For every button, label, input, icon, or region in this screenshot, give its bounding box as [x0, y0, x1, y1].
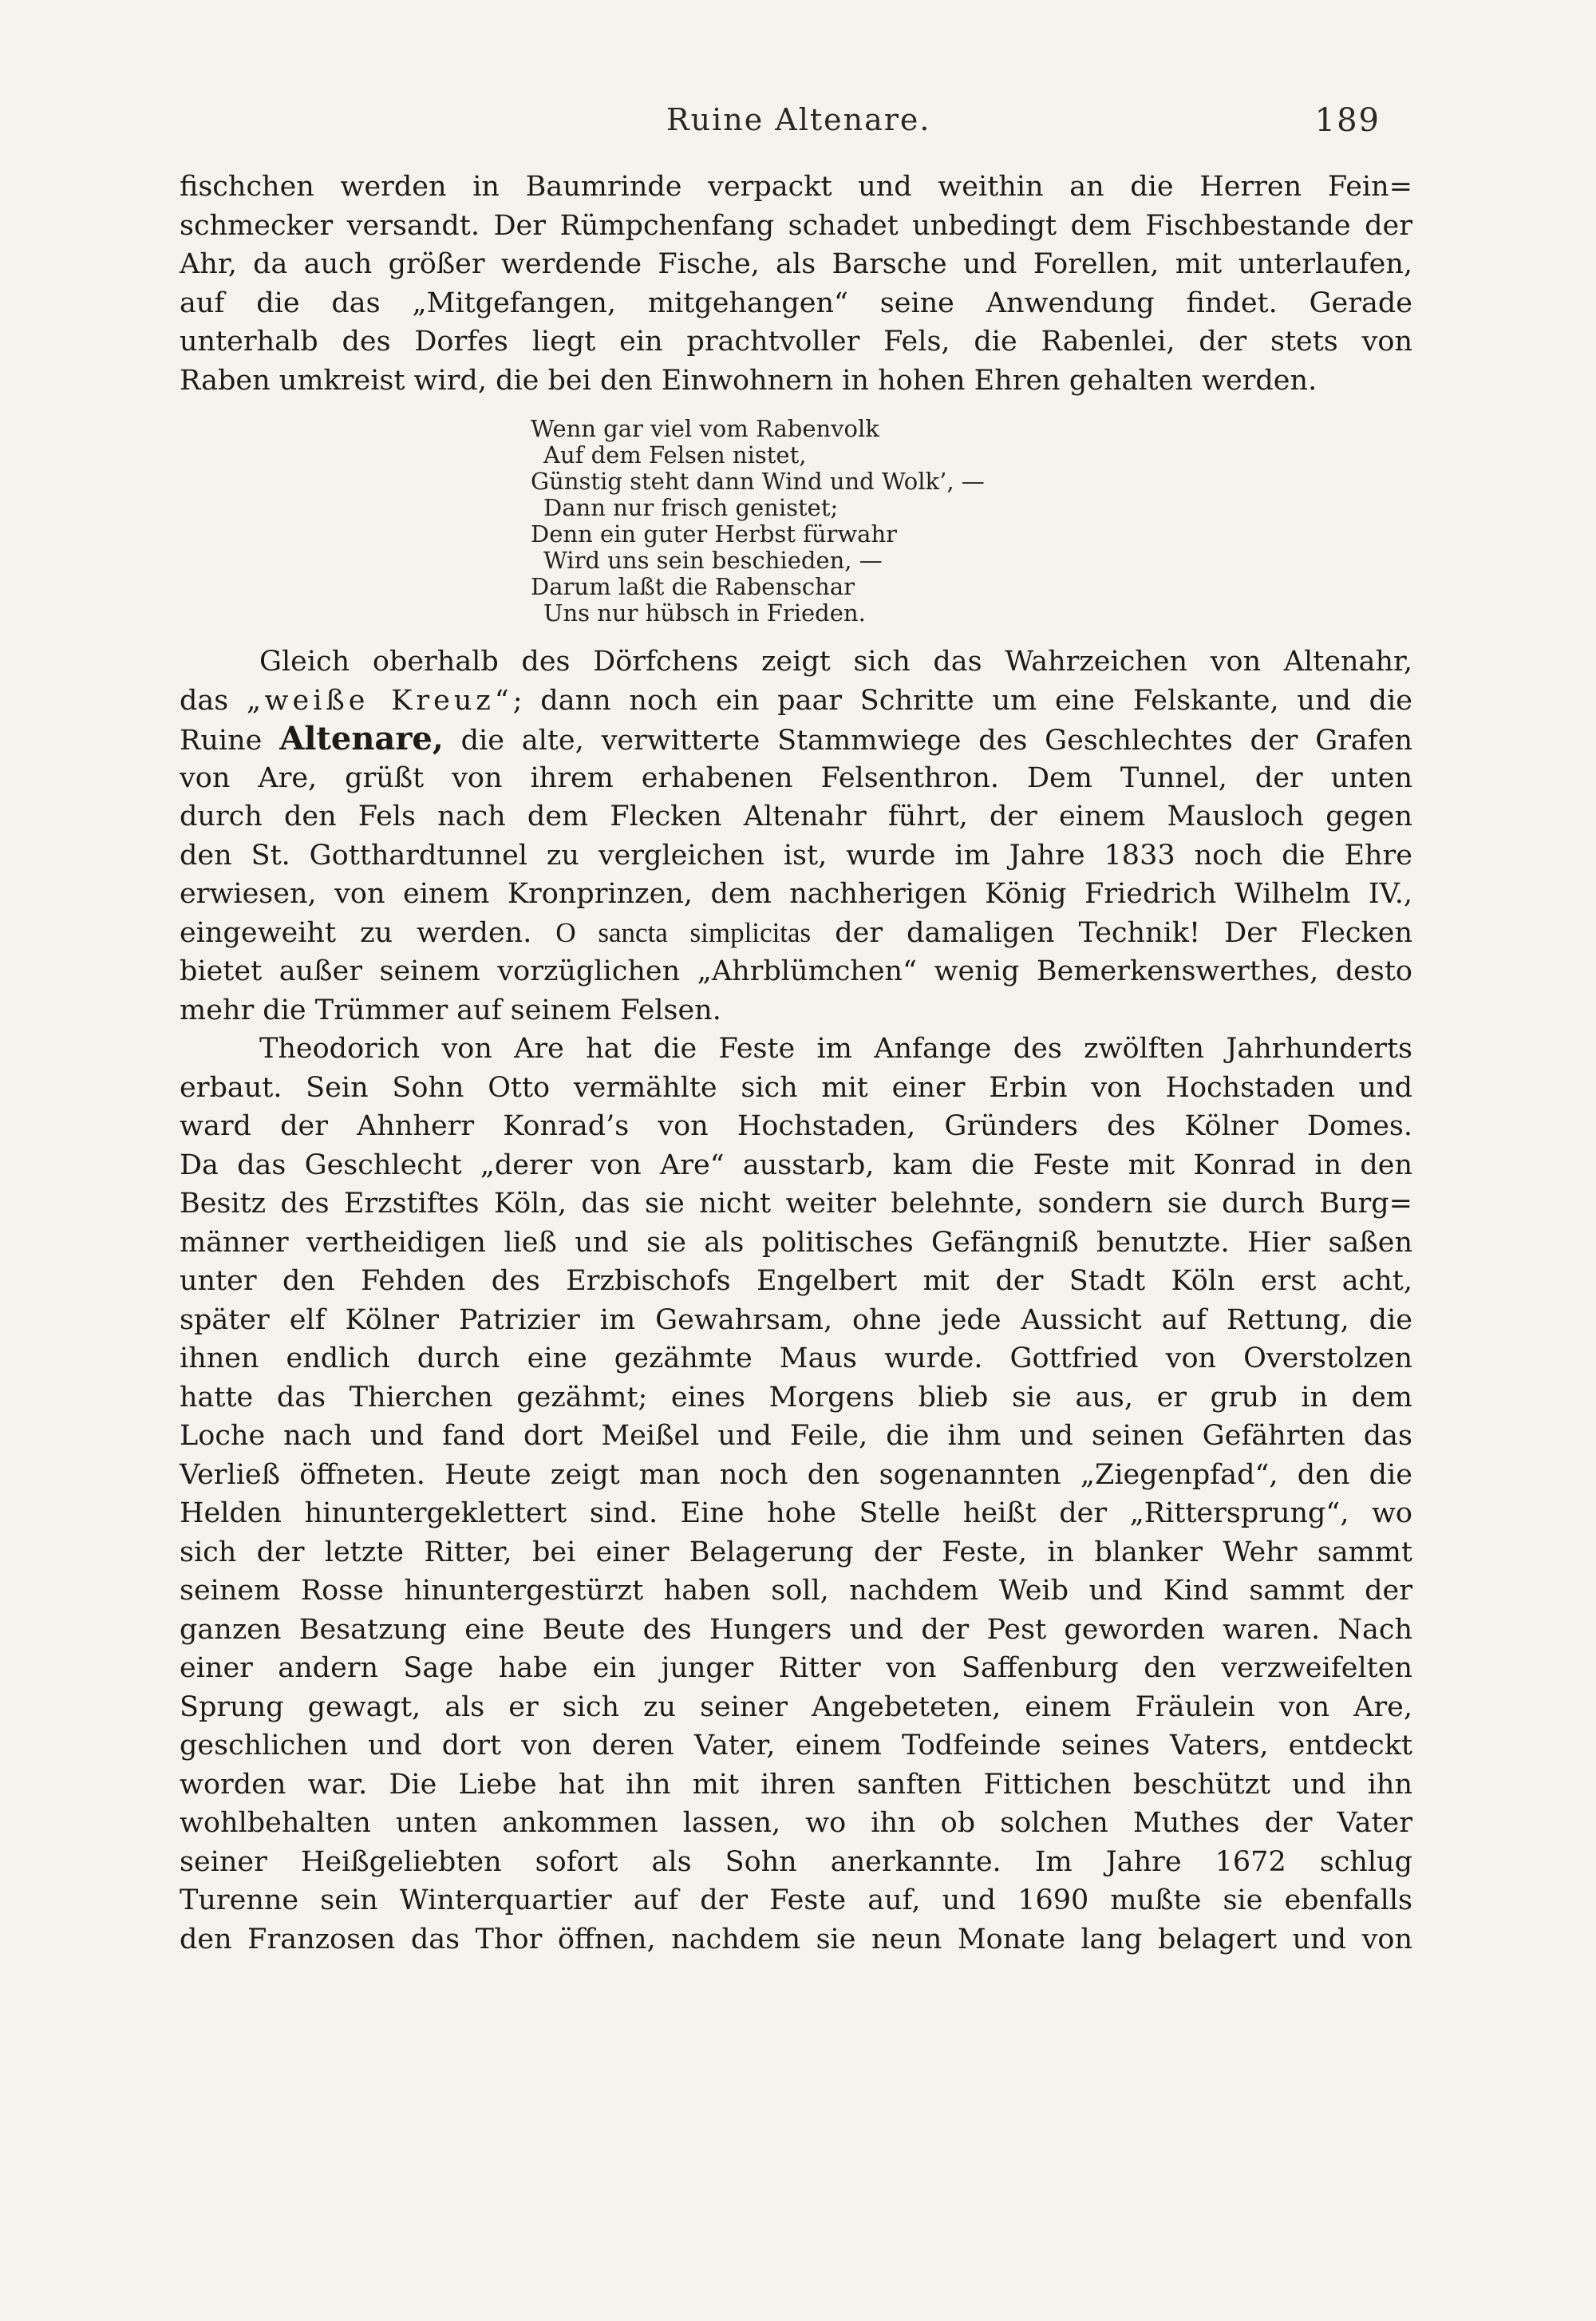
text-line: seinem Rosse hinuntergestürzt haben soll, nachdem Weib und Kind sammt der [180, 1575, 1412, 1607]
body-text [180, 168, 1412, 1959]
text-line: ihnen endlich durch eine gezähmte Maus wurde. Gottfried von Overstolzen [180, 1342, 1412, 1374]
text-line: ward der Ahnherr Konrad’s von Hochstaden, Gründers des Kölner Domes. [180, 1110, 1412, 1142]
bold-text: Altenare, [279, 720, 444, 757]
verse-line: Denn ein guter Herbst fürwahr [531, 520, 898, 548]
text-line: fischchen werden in Baumrinde verpackt und weithin an die Herren Fein= [180, 171, 1412, 203]
latin-text: O sancta simplicitas [555, 916, 812, 948]
text-line: mehr die Trümmer auf seinem Felsen. [180, 994, 721, 1026]
text-fragment: das [180, 684, 247, 717]
text-line [180, 682, 1412, 721]
text-line: von Are, grüßt von ihrem erhabenen Felsenthron. Dem Tunnel, der unten [180, 761, 1412, 794]
text-line: Theodorich von Are hat die Feste im Anfange des zwölften Jahrhunderts [259, 1033, 1412, 1065]
text-fragment: ; dann noch ein paar Schritte um eine Felskante, und die [512, 684, 1412, 717]
text-line: den St. Gotthardtunnel zu vergleichen ist, wurde im Jahre 1833 noch die Ehre [180, 839, 1412, 872]
text-line: Verließ öffneten. Heute zeigt man noch den sogenannten „Ziegenpfad“, den die [180, 1458, 1412, 1491]
text-line: ganzen Besatzung eine Beute des Hungers und der Pest geworden waren. Nach [180, 1613, 1412, 1646]
text-line: später elf Kölner Patrizier im Gewahrsam, ohne jede Aussicht auf Rettung, die [180, 1303, 1412, 1336]
verse-line: Wenn gar viel vom Rabenvolk [531, 415, 879, 442]
text-line: männer vertheidigen ließ und sie als politisches Gefängniß benutzte. Hier saßen [180, 1226, 1412, 1259]
verse-block [531, 416, 1249, 627]
verse-line: Uns nur hübsch in Frieden. [543, 599, 866, 627]
text-line: Helden hinuntergeklettert sind. Eine hohe Stelle heißt der „Rittersprung“, wo [180, 1497, 1412, 1529]
text-line: Da das Geschlecht „derer von Are“ ausstarb, kam die Feste mit Konrad in den [180, 1149, 1412, 1181]
text-line: geschlichen und dort von deren Vater, einem Todfeinde seines Vaters, entdeckt [180, 1730, 1412, 1762]
text-line: durch den Fels nach dem Flecken Altenahr führt, der einem Mausloch gegen [180, 801, 1412, 832]
text-line: unter den Fehden des Erzbischofs Engelbert mit der Stadt Köln erst acht, [180, 1265, 1412, 1297]
page-header [180, 102, 1381, 150]
text-line: unterhalb des Dorfes liegt ein prachtvoller Fels, die Rabenlei, der stets von [180, 326, 1412, 358]
verse-line: Dann nur frisch genistet; [543, 494, 839, 521]
verse-line: Auf dem Felsen nistet, [543, 441, 807, 469]
text-line: schmecker versandt. Der Rümpchenfang schadet unbedingt dem Fischbestande der [180, 209, 1412, 242]
text-line [180, 914, 1412, 953]
text-line: den Franzosen das Thor öffnen, nachdem sie neun Monate lang belagert und von [180, 1923, 1412, 1955]
text-line: auf die das „Mitgefangen, mitgehangen“ seine Anwendung findet. Gerade [180, 287, 1412, 319]
text-line: Sprung gewagt, als er sich zu seiner Angebeteten, einem Fräulein von Are, [180, 1690, 1412, 1723]
text-line: sich der letzte Ritter, bei einer Belagerung der Feste, in blanker Wehr sammt [180, 1536, 1412, 1568]
paragraph-3 [180, 1030, 1412, 1959]
text-fragment: die alte, verwitterte Stammwiege des Geschlechtes der Grafen [443, 725, 1413, 757]
text-line [180, 720, 1412, 759]
text-line: Ahr, da auch größer werdende Fische, als Barsche und Forellen, mit unterlaufen, [180, 248, 1412, 280]
verse-line: Darum laßt die Rabenschar [531, 573, 855, 600]
text-line: Gleich oberhalb des Dörfchens zeigt sich das Wahrzeichen von Altenahr, [259, 646, 1412, 678]
text-line: Turenne sein Winterquartier auf der Feste auf, und 1690 mußte sie ebenfalls [180, 1884, 1412, 1916]
text-line: erbaut. Sein Sohn Otto vermählte sich mit einer Erbin von Hochstaden und [180, 1071, 1412, 1104]
running-head: Ruine Altenare. [666, 102, 931, 137]
text-fragment: Ruine [180, 725, 280, 757]
paragraph-1 [180, 168, 1412, 400]
text-line: hatte das Thierchen gezähmt; eines Morgens blieb sie aus, er grub in dem [180, 1381, 1412, 1414]
text-line: Loche nach und fand dort Meißel und Feile, die ihm und seinen Gefährten das [180, 1420, 1412, 1452]
text-line: bietet außer seinem vorzüglichen „Ahrblümchen“ wenig Bemerkenswerthes, desto [180, 955, 1412, 987]
text-fragment: eingeweiht zu werden. [180, 916, 556, 949]
verse-line: Wird uns sein beschieden, — [543, 547, 883, 574]
text-line: Raben umkreist wird, die bei den Einwohnern in hohen Ehren gehalten werden. [180, 364, 1317, 397]
text-line: erwiesen, von einem Kronprinzen, dem nachherigen König Friedrich Wilhelm IV., [180, 878, 1412, 910]
verse-line: Günstig steht dann Wind und Wolk’, — [531, 468, 985, 495]
text-fragment: der damaligen Technik! Der Flecken [811, 916, 1412, 949]
spaced-text: „weiße Kreuz“ [247, 684, 513, 717]
text-line: worden war. Die Liebe hat ihn mit ihren sanften Fittichen beschützt und ihn [180, 1768, 1412, 1801]
paragraph-2 [180, 643, 1412, 1030]
page-number: 189 [1314, 102, 1381, 139]
text-line: seiner Heißgeliebten sofort als Sohn anerkannte. Im Jahre 1672 schlug [180, 1845, 1412, 1878]
text-line: Besitz des Erzstiftes Köln, das sie nicht weiter belehnte, sondern sie durch Burg= [180, 1188, 1412, 1220]
text-line: wohlbehalten unten ankommen lassen, wo ihn ob solchen Muthes der Vater [180, 1807, 1412, 1839]
text-line: einer andern Sage habe ein junger Ritter von Saffenburg den verzweifelten [180, 1652, 1412, 1684]
